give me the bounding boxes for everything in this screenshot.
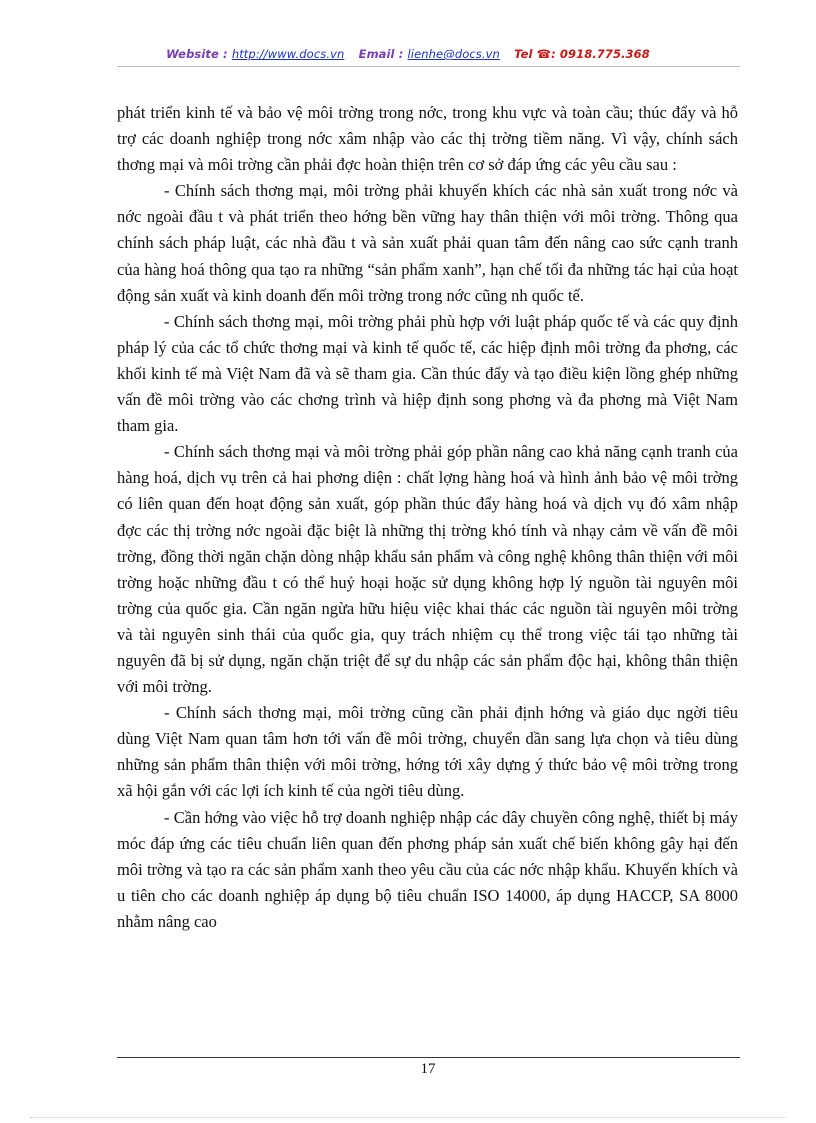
phone-icon: ☎ <box>536 47 552 61</box>
email-link[interactable]: lienhe@docs.vn <box>407 47 500 61</box>
website-link[interactable]: http://www.docs.vn <box>231 47 345 61</box>
page-number: 17 <box>420 1061 436 1077</box>
header-divider <box>117 66 740 67</box>
paragraph-item: - Chính sách thơng mại, môi trờng phải phù hợp với luật pháp quốc tế và các quy định pháp lý của các tổ chức thơng mại và kinh tế quốc tế, các hiệp định môi trờng đa phơng, các khối kinh tế mà Việt Nam đã và sẽ tham gia. Cần thúc đẩy và tạo điều kiện lồng ghép những vấn đề môi trờng vào các chơng trình và hiệp định song phơng và đa phơng mà Việt Nam tham gia. <box>117 311 738 436</box>
paragraph-item: - Chính sách thơng mại, môi trờng phải khuyến khích các nhà sản xuất trong nớc và nớc ngoài đầu t và phát triển theo hớng bền vững hay thân thiện với môi trờng. Thông qua chính sách pháp luật, các nhà đầu t và sản xuất phải quan tâm đến nâng cao sức cạnh tranh của hàng hoá thông qua tạo ra những “sản phẩm xanh”, hạn chế tối đa những tác hại của hoạt động sản xuất và kinh doanh đến môi trờng trong nớc cũng nh quốc tế. <box>117 181 738 305</box>
paragraph-item: - Chính sách thơng mại và môi trờng phải góp phần nâng cao khả năng cạnh tranh của hàng hoá, dịch vụ trên cả hai phơng diện : chất lợng hàng hoá và hình ảnh bảo vệ môi trờng có liên quan đến hoạt động sản xuất, góp phần thúc đẩy hàng hoá và dịch vụ đó xâm nhập đợc các thị trờng nớc ngoài đặc biệt là những thị trờng khó tính và nhạy cảm về vấn đề môi trờng, đồng thời ngăn chặn dòng nhập khẩu sản phẩm và công nghệ không thân thiện với môi trờng hoặc những đầu t có thể huỷ hoại hoặc sử dụng không hợp lý nguồn tài nguyên môi trờng của quốc gia. Cần ngăn ngừa hữu hiệu việc khai thác các nguồn tài nguyên môi trờng và tài nguyên sinh thái của quốc gia, quy trách nhiệm cụ thể trong việc tái tạo những tài nguyên đã bị sử dụng, ngăn chặn triệt để sự du nhập các sản phẩm độc hại, không thân thiện với môi trờng. <box>117 442 738 697</box>
tel-number: : 0918.775.368 <box>551 47 650 61</box>
paragraph-item: - Cần hớng vào việc hỗ trợ doanh nghiệp nhập các dây chuyền công nghệ, thiết bị máy móc đáp ứng các tiêu chuẩn liên quan đến phơng pháp sản xuất chế biến không gây hại đến môi trờng và tạo ra các sản phẩm xanh theo yêu cầu của các nớc nhập khẩu. Khuyến khích và u tiên cho các doanh nghiệp áp dụng bộ tiêu chuẩn ISO 14000, áp dụng HACCP, SA 8000 nhằm nâng cao <box>117 807 738 931</box>
email-separator: : <box>398 47 404 61</box>
tel-label: Tel <box>514 47 533 61</box>
page-bottom-border <box>30 1117 786 1118</box>
email-label: Email <box>358 47 395 61</box>
footer-divider <box>117 1057 740 1058</box>
paragraph-item: - Chính sách thơng mại, môi trờng cũng cần phải định hớng và giáo dục ngời tiêu dùng Việt Nam quan tâm hơn tới vấn đề môi trờng, chuyển dần sang lựa chọn và tiêu dùng những sản phẩm thân thiện với môi trờng, hớng tới xây dựng ý thức bảo vệ môi trờng trong xã hội gắn với các lợi ích kinh tế của ngời tiêu dùng. <box>117 703 738 801</box>
page-header <box>0 47 816 61</box>
website-label: Website : <box>166 47 228 61</box>
paragraph-continuation: phát triển kinh tế và bảo vệ môi trờng trong nớc, trong khu vực và toàn cầu; thúc đẩy và hỗ trợ các doanh nghiệp trong nớc xâm nhập vào các thị trờng tiềm năng. Vì vậy, chính sách thơng mại và môi trờng cần phải đợc hoàn thiện trên cơ sở đáp ứng các yêu cầu sau : <box>117 103 738 175</box>
document-body <box>117 100 738 935</box>
